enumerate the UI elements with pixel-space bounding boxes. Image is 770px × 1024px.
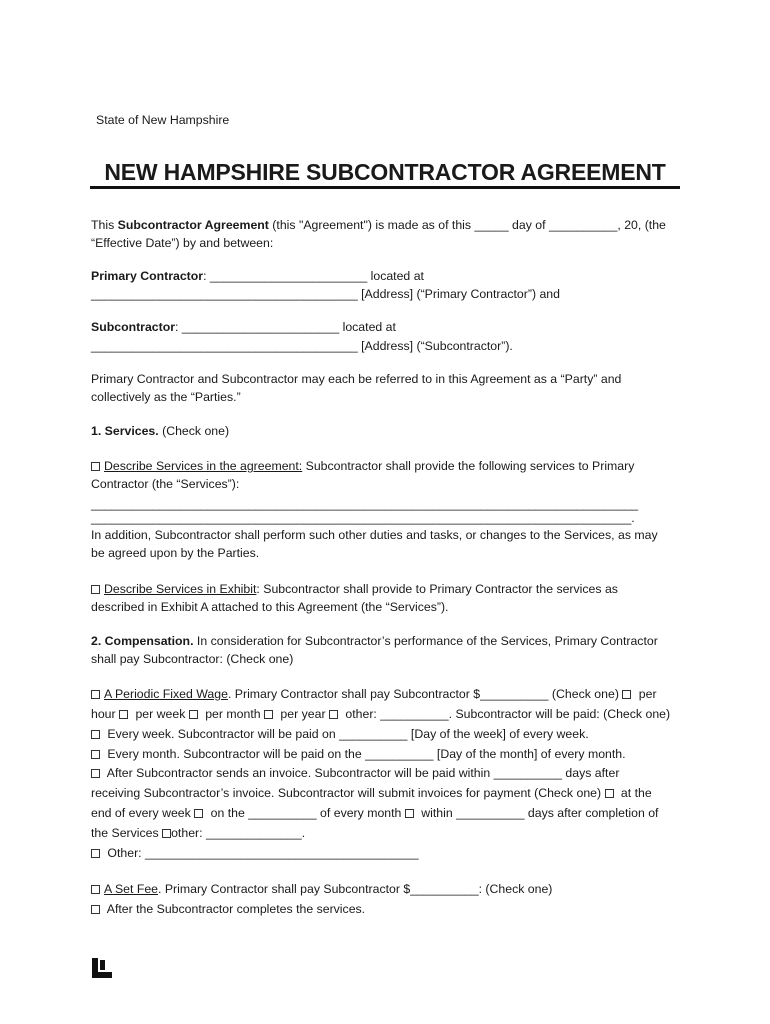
intro-line-2: “Effective Date”) by and between: bbox=[91, 236, 274, 250]
per-label: per bbox=[635, 687, 657, 701]
services-heading bbox=[91, 423, 229, 439]
checkbox-services-other[interactable] bbox=[162, 829, 171, 838]
other-option-text: Other: ________________________________________ bbox=[104, 846, 419, 860]
fee-after-completion-text: After the Subcontractor completes the services. bbox=[104, 902, 366, 916]
primary-contractor-label: Primary Contractor bbox=[91, 269, 204, 283]
services-heading-label: 1. Services. bbox=[91, 424, 159, 438]
periodic-wage-text: . Primary Contractor shall pay Subcontractor $__________ (Check one) bbox=[227, 687, 619, 701]
checkbox-services-agreement[interactable] bbox=[91, 462, 100, 471]
per-week-label: per week bbox=[132, 707, 186, 721]
after-invoice-line bbox=[91, 765, 619, 781]
document-title: NEW HAMPSHIRE SUBCONTRACTOR AGREEMENT bbox=[104, 159, 666, 185]
services-option-agreement bbox=[91, 458, 634, 474]
services-agreement-text: Subcontractor shall provide the following services to Primary bbox=[302, 459, 635, 473]
fee-after-completion-line bbox=[91, 901, 365, 917]
per-month-label: per month bbox=[201, 707, 261, 721]
services-option-exhibit bbox=[91, 581, 618, 597]
checkbox-at-the[interactable] bbox=[605, 789, 614, 798]
invoice-timing-line bbox=[91, 805, 658, 821]
every-week-text: Every week. Subcontractor will be paid on __________ [Day of the week] of every week. bbox=[104, 727, 589, 741]
on-the-text: on the __________ of every month bbox=[207, 806, 402, 820]
subcontractor-blank: : _______________________ located at bbox=[175, 320, 396, 334]
every-month-text: Every month. Subcontractor will be paid on the __________ [Day of the month] of every month. bbox=[104, 747, 626, 761]
set-fee-text: . Primary Contractor shall pay Subcontractor $__________: (Check one) bbox=[158, 882, 553, 896]
periodic-wage-line bbox=[91, 686, 657, 702]
subcontractor-line-2: _______________________________________ [Address] (“Subcontractor”). bbox=[91, 339, 513, 353]
checkbox-periodic-wage[interactable] bbox=[91, 690, 100, 699]
compensation-line-2: shall pay Subcontractor: (Check one) bbox=[91, 652, 294, 666]
end-of-week-text: end of every week bbox=[91, 806, 191, 820]
services-exhibit-text: : Subcontractor shall provide to Primary Contractor the services as bbox=[256, 582, 618, 596]
hour-label: hour bbox=[91, 707, 116, 721]
agreement-name: Subcontractor Agreement bbox=[117, 218, 269, 232]
checkbox-fee-after-completion[interactable] bbox=[91, 905, 100, 914]
other-period-label: other: __________. Subcontractor will be paid: (Check one) bbox=[341, 707, 671, 721]
set-fee-label: A Set Fee bbox=[104, 882, 159, 896]
primary-contractor-line-2: _______________________________________ [Address] (“Primary Contractor”) and bbox=[91, 287, 560, 301]
services-blank-line-2: _______________________________________________________________________________. bbox=[91, 511, 635, 525]
wage-period-line bbox=[91, 706, 670, 722]
receiving-invoice-text: receiving Subcontractor’s invoice. Subcontractor will submit invoices for payment (Check one) bbox=[91, 786, 602, 800]
checkbox-per-month[interactable] bbox=[189, 710, 198, 719]
services-additional-line-1: In addition, Subcontractor shall perform such other duties and tasks, or changes to the Services, as may bbox=[91, 528, 658, 542]
checkbox-every-month[interactable] bbox=[91, 750, 100, 759]
compensation-heading: 2. Compensation. bbox=[91, 634, 194, 648]
after-invoice-text: After Subcontractor sends an invoice. Subcontractor will be paid within __________ days after bbox=[104, 766, 620, 780]
periodic-wage-label: A Periodic Fixed Wage bbox=[104, 687, 228, 701]
intro-line-1 bbox=[91, 217, 666, 233]
checkbox-per-year[interactable] bbox=[264, 710, 273, 719]
title-underline bbox=[90, 186, 680, 189]
compensation-line-1 bbox=[91, 633, 658, 649]
intro-post: (this "Agreement") is made as of this _____ day of __________, 20, (the bbox=[268, 218, 666, 232]
services-check-one: (Check one) bbox=[158, 424, 230, 438]
services-option-agreement-line-2: Contractor (the “Services”): bbox=[91, 477, 240, 491]
services-other-line bbox=[91, 825, 305, 841]
within-text: within __________ days after completion of bbox=[417, 806, 659, 820]
services-blank-line-1: ________________________________________________________________________________ bbox=[91, 497, 639, 511]
checkbox-on-the[interactable] bbox=[194, 809, 203, 818]
other-option-line bbox=[91, 845, 419, 861]
parties-line-1: Primary Contractor and Subcontractor may each be referred to in this Agreement as a “Party” and bbox=[91, 372, 622, 386]
logo-icon bbox=[92, 958, 112, 978]
compensation-text: In consideration for Subcontractor’s performance of the Services, Primary Contractor bbox=[193, 634, 658, 648]
checkbox-set-fee[interactable] bbox=[91, 885, 100, 894]
checkbox-other-option[interactable] bbox=[91, 849, 100, 858]
services-additional-line-2: be agreed upon by the Parties. bbox=[91, 546, 260, 560]
every-month-line bbox=[91, 746, 626, 762]
parties-line-2: collectively as the “Parties.” bbox=[91, 390, 241, 404]
per-year-label: per year bbox=[277, 707, 326, 721]
primary-contractor-line-1 bbox=[91, 268, 424, 284]
checkbox-per-week[interactable] bbox=[119, 710, 128, 719]
services-agreement-label: Describe Services in the agreement: bbox=[104, 459, 303, 473]
subcontractor-line-1 bbox=[91, 319, 396, 335]
intro-pre: This bbox=[91, 218, 118, 232]
checkbox-within[interactable] bbox=[405, 809, 414, 818]
subcontractor-label: Subcontractor bbox=[91, 320, 176, 334]
checkbox-services-exhibit[interactable] bbox=[91, 585, 100, 594]
every-week-line bbox=[91, 726, 589, 742]
services-option-exhibit-line-2: described in Exhibit A attached to this Agreement (the “Services”). bbox=[91, 600, 449, 614]
checkbox-every-week[interactable] bbox=[91, 730, 100, 739]
services-exhibit-label: Describe Services in Exhibit bbox=[104, 582, 257, 596]
set-fee-line bbox=[91, 881, 552, 897]
state-label: State of New Hampshire bbox=[96, 113, 230, 127]
receiving-invoice-line bbox=[91, 785, 652, 801]
services-other-text: other: ______________. bbox=[171, 826, 306, 840]
checkbox-per[interactable] bbox=[622, 690, 631, 699]
checkbox-other-period[interactable] bbox=[329, 710, 338, 719]
checkbox-after-invoice[interactable] bbox=[91, 769, 100, 778]
services-completion-text: the Services bbox=[91, 826, 163, 840]
at-the-label: at the bbox=[617, 786, 652, 800]
primary-contractor-blank: : _______________________ located at bbox=[203, 269, 424, 283]
